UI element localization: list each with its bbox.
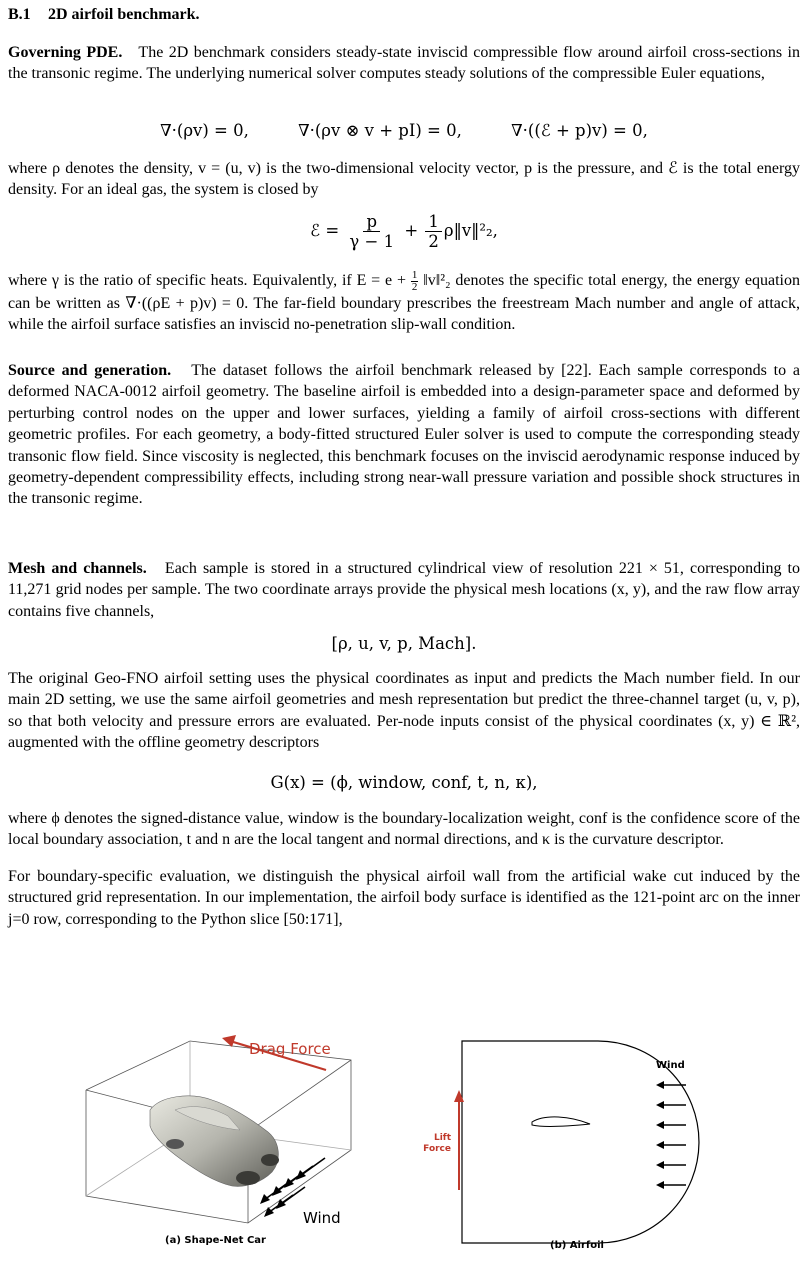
source-paragraph: [8, 360, 800, 510]
eq-momentum: ∇·(ρv ⊗ v + pI) = 0,: [298, 121, 462, 140]
car-shape: [150, 1096, 279, 1186]
airfoil-wind-arrows: [656, 1081, 686, 1189]
section-heading: [8, 6, 200, 24]
closing-half: [411, 270, 419, 293]
closing-half-num: 1: [411, 269, 418, 281]
euler-equations: [8, 121, 800, 140]
pde-closing: [8, 270, 800, 336]
closure-equation: [8, 212, 800, 251]
car-caption: (a) Shape-Net Car: [165, 1235, 266, 1246]
mesh-paragraph: [8, 558, 800, 622]
mesh-text-3: where ϕ denotes the signed-distance value, window is the boundary-localization weight, conf is the confidence score of the local boundary association, t and n are the local tangent and normal directions, and κ is the curvature descriptor.: [8, 810, 800, 849]
closure-half-num: 1: [425, 212, 442, 232]
mesh-text-4: For boundary-specific evaluation, we distinguish the physical airfoil wall from the artificial wake cut induced by the structured grid representation. In our implementation, the airfoil body surface is identified as the 121-point arc on the inner j=0 row, corresponding to the Python slice [50:171],: [8, 868, 800, 928]
airfoil-wind-label: Wind: [656, 1060, 685, 1071]
closing-a: where γ is the ratio of specific heats. Equivalently, if E = e +: [8, 272, 407, 290]
airfoil-shape: [532, 1117, 590, 1127]
eq-energy: ∇·((ℰ + p)v) = 0,: [511, 121, 648, 140]
closing-b: ‖v‖²₂ denotes the specific total energy, the energy equation can be written as ∇·((ρE + p)v) = 0. The far-field boundary prescribes the freestream Mach number and angle of attack, while the airfoil surface satisfies an inviscid no-penetration slip-wall condition.: [8, 272, 800, 334]
drag-force-label: Drag Force: [249, 1040, 331, 1058]
closure-fraction: [346, 212, 397, 251]
closure-intro: where ρ denotes the density, v = (u, v) is the two-dimensional velocity vector, p is the pressure, and ℰ is the total energy density. For an ideal gas, the system is closed by: [8, 160, 800, 199]
mesh-text-2: The original Geo-FNO airfoil setting uses the physical coordinates as input and predicts the Mach number field. In our main 2D setting, we use the same airfoil geometries and mesh representation but predict the three-channel target (u, v, p), so that both velocity and pressure errors are evaluated. Per-node inputs consist of the physical coordinates (x, y) ∈ ℝ², augmented with the offline geometry descriptors: [8, 670, 800, 752]
pde-heading: Governing PDE.: [8, 44, 123, 61]
descriptors-equation: G(x) = (ϕ, window, conf, t, n, κ),: [270, 773, 538, 792]
section-title: 2D airfoil benchmark.: [48, 6, 200, 23]
closure-half-den: 2: [428, 232, 439, 251]
figure-panels: [0, 1010, 808, 1257]
lift-label-line-2: Force: [423, 1144, 451, 1154]
closing-half-den: 2: [411, 281, 418, 293]
eq-mass: ∇·(ρv) = 0,: [160, 121, 249, 140]
closure-half: [425, 212, 442, 251]
closure-numerator: p: [363, 212, 380, 232]
closure-tail: ρ‖v‖²₂,: [443, 221, 498, 240]
channels-equation: [ρ, u, v, p, Mach].: [331, 634, 477, 653]
source-heading: Source and generation.: [8, 362, 172, 379]
car-wind-label: Wind: [303, 1209, 341, 1227]
lift-label-line-1: Lift: [433, 1133, 451, 1143]
closure-lhs: ℰ =: [310, 221, 340, 240]
closure-denominator: γ − 1: [349, 232, 395, 251]
figure-svg: [0, 1010, 808, 1257]
mesh-heading: Mesh and channels.: [8, 560, 147, 577]
airfoil-caption: (b) Airfoil: [550, 1240, 604, 1251]
pde-paragraph: [8, 42, 800, 85]
mesh-text: Each sample is stored in a structured cylindrical view of resolution 221 × 51, corresponding to 11,271 grid nodes per sample. The two coordinate arrays provide the physical mesh locations (x, y), and the raw flow array contains five channels,: [8, 560, 800, 620]
pde-intro: The 2D benchmark considers steady-state inviscid compressible flow around airfoil cross-sections in the transonic regime. The underlying numerical solver computes steady solutions of the compressible Euler equations,: [8, 44, 800, 83]
source-text: The dataset follows the airfoil benchmark released by [22]. Each sample corresponds to a deformed NACA-0012 airfoil geometry. The baseline airfoil is embedded into a design-parameter space and deformed by perturbing control nodes on the upper and lower surfaces, yielding a family of airfoil cross-sections with different geometric profiles. For each geometry, a body-fitted structured Euler solver is used to compute the corresponding steady transonic flow field. Since viscosity is neglected, this benchmark focuses on the inviscid aerodynamic response induced by geometry-dependent compressibility effects, including strong near-wall pressure variation and possible shock structures in the transonic regime.: [8, 362, 801, 508]
section-number: B.1: [8, 6, 31, 23]
closure-plus: +: [404, 221, 419, 240]
